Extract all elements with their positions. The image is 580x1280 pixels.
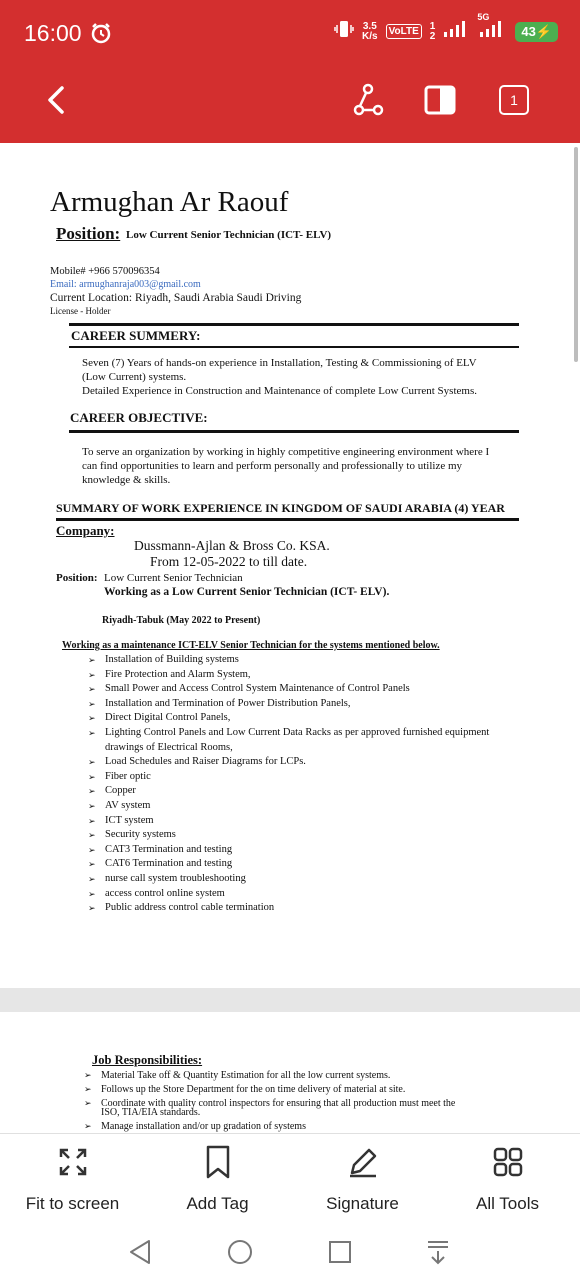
signal-icon bbox=[443, 20, 469, 43]
system-item-text: Direct Digital Control Panels, bbox=[105, 712, 231, 724]
all-tools-button[interactable] bbox=[435, 1142, 580, 1214]
job-responsibility-text: Manage installation and/or up gradation of systems bbox=[101, 1121, 306, 1132]
pen-icon bbox=[290, 1142, 435, 1182]
system-item-text: Copper bbox=[105, 785, 136, 797]
system-item-text: Security systems bbox=[105, 829, 176, 841]
signal-5g bbox=[477, 12, 507, 43]
fit-to-screen-button[interactable] bbox=[0, 1142, 145, 1214]
arrow-bullet-icon: ➢ bbox=[88, 830, 96, 841]
arrow-bullet-icon: ➢ bbox=[88, 684, 96, 695]
system-item-text: CAT6 Termination and testing bbox=[105, 858, 233, 870]
section-rule bbox=[69, 323, 519, 326]
page-count-button[interactable] bbox=[494, 80, 534, 120]
system-item-text: Fire Protection and Alarm System, bbox=[105, 668, 251, 680]
systems-heading: Working as a maintenance ICT-ELV Senior Technician for the systems mentioned below. bbox=[62, 640, 440, 651]
square-recents-icon bbox=[327, 1239, 353, 1265]
arrow-bullet-icon: ➢ bbox=[88, 844, 96, 855]
summary-line: (Low Current) systems. bbox=[82, 371, 187, 383]
current-location: Current Location: Riyadh, Saudi Arabia Saudi Driving bbox=[50, 292, 302, 304]
mobile-number: Mobile# +966 570096354 bbox=[50, 266, 160, 277]
arrow-bullet-icon: ➢ bbox=[88, 815, 96, 826]
signature-label: Signature bbox=[326, 1194, 399, 1213]
objective-line: can find opportunities to learn and perform personally and professionally to utilize my bbox=[82, 460, 463, 472]
back-arrow-icon bbox=[44, 85, 68, 115]
arrow-bullet-icon: ➢ bbox=[88, 859, 96, 870]
system-item-text: nurse call system troubleshooting bbox=[105, 873, 246, 884]
company-label: Company: bbox=[56, 523, 115, 538]
add-tag-button[interactable] bbox=[145, 1142, 290, 1214]
job-responsibility-text: Coordinate with quality control inspectors for ensuring that all production must meet the bbox=[101, 1098, 456, 1109]
email-link[interactable]: Email: armughanraja003@gmail.com bbox=[50, 279, 201, 290]
arrow-bullet-icon: ➢ bbox=[88, 903, 96, 914]
system-item-text: access control online system bbox=[105, 887, 225, 899]
fit-screen-icon bbox=[0, 1142, 145, 1182]
sim1-sub: 2 bbox=[429, 30, 436, 42]
pdf-document-view[interactable] bbox=[0, 143, 580, 1133]
volte-badge: VoLTE bbox=[386, 24, 422, 39]
arrow-bullet-icon: ➢ bbox=[84, 1070, 92, 1080]
nav-home-button[interactable] bbox=[222, 1234, 258, 1270]
system-item-text: Public address control cable termination bbox=[105, 902, 275, 914]
network-type: 5G bbox=[477, 12, 490, 22]
share-icon bbox=[351, 83, 385, 117]
system-item-text: AV system bbox=[105, 800, 151, 811]
system-item-text: drawings of Electrical Rooms, bbox=[105, 741, 233, 753]
all-tools-label: All Tools bbox=[476, 1194, 539, 1213]
sim1-index: 1 bbox=[429, 20, 436, 32]
net-speed-unit: K/s bbox=[362, 30, 378, 42]
nav-hide-button[interactable] bbox=[420, 1234, 456, 1270]
arrow-bullet-icon: ➢ bbox=[84, 1098, 92, 1108]
network-speed bbox=[362, 22, 378, 42]
job-responsibility-text: Follows up the Store Department for the on time delivery of material at site. bbox=[101, 1084, 406, 1095]
vibrate-icon bbox=[334, 20, 354, 43]
system-item-text: Fiber optic bbox=[105, 770, 151, 782]
working-as: Working as a Low Current Senior Technician (ICT- ELV). bbox=[104, 586, 390, 598]
license-status: License - Holder bbox=[50, 306, 111, 316]
location-period: Riyadh-Tabuk (May 2022 to Present) bbox=[102, 615, 261, 626]
system-item-text: CAT3 Termination and testing bbox=[105, 843, 233, 855]
circle-home-icon bbox=[226, 1238, 254, 1266]
page-separator bbox=[0, 988, 580, 1012]
arrow-bullet-icon: ➢ bbox=[88, 669, 96, 680]
system-item-text: Small Power and Access Control System Maintenance of Control Panels bbox=[105, 683, 410, 695]
triangle-back-icon bbox=[127, 1238, 153, 1266]
bottom-toolbar bbox=[0, 1133, 580, 1224]
charging-icon: ⚡ bbox=[535, 23, 552, 39]
career-objective-heading: CAREER OBJECTIVE: bbox=[70, 410, 208, 425]
nav-back-button[interactable] bbox=[122, 1234, 158, 1270]
arrow-bullet-icon: ➢ bbox=[88, 713, 96, 724]
arrow-bullet-icon: ➢ bbox=[84, 1084, 92, 1094]
work-summary-heading: SUMMARY OF WORK EXPERIENCE IN KINGDOM OF SAUDI ARABIA (4) YEAR bbox=[56, 501, 505, 515]
objective-line: knowledge & skills. bbox=[82, 474, 171, 486]
position-value: Low Current Senior Technician (ICT- ELV) bbox=[126, 229, 332, 241]
nav-recents-button[interactable] bbox=[322, 1234, 358, 1270]
sim-indicator bbox=[430, 22, 436, 42]
arrow-bullet-icon: ➢ bbox=[88, 655, 96, 665]
arrow-bullet-icon: ➢ bbox=[88, 888, 96, 899]
arrow-bullet-icon: ➢ bbox=[88, 771, 96, 782]
system-item-text: Lighting Control Panels and Low Current Data Racks as per approved furnished equipment bbox=[105, 727, 490, 738]
reading-mode-button[interactable] bbox=[420, 80, 460, 120]
section-rule bbox=[56, 518, 519, 521]
company-dates: From 12-05-2022 to till date. bbox=[150, 554, 308, 569]
grid-icon bbox=[435, 1142, 580, 1182]
battery-level: 43 bbox=[521, 23, 536, 39]
section-rule bbox=[69, 346, 519, 348]
arrow-bullet-icon: ➢ bbox=[88, 801, 96, 811]
alarm-clock-icon bbox=[90, 22, 112, 49]
app-bar bbox=[0, 0, 580, 143]
reading-mode-icon bbox=[424, 85, 456, 115]
arrow-bullet-icon: ➢ bbox=[88, 874, 96, 884]
back-button[interactable] bbox=[36, 80, 76, 120]
status-icons bbox=[334, 12, 558, 43]
battery-indicator bbox=[515, 22, 558, 42]
career-summary-heading: CAREER SUMMERY: bbox=[71, 328, 201, 343]
section-rule bbox=[69, 430, 519, 433]
system-item-text: ICT system bbox=[105, 814, 154, 826]
resume-name: Armughan Ar Raouf bbox=[50, 186, 289, 218]
system-nav-bar bbox=[0, 1224, 580, 1280]
add-tag-label: Add Tag bbox=[186, 1194, 249, 1213]
chevron-down-icon bbox=[425, 1238, 451, 1266]
net-speed-value: 3.5 bbox=[362, 20, 377, 32]
job-position-value: Low Current Senior Technician bbox=[104, 572, 243, 584]
arrow-bullet-icon: ➢ bbox=[88, 728, 96, 738]
summary-line: Seven (7) Years of hands-on experience in Installation, Testing & Commissioning of ELV bbox=[82, 357, 477, 369]
system-item-text: Installation of Building systems bbox=[105, 654, 239, 665]
objective-line: To serve an organization by working in highly competitive engineering environment where I bbox=[82, 446, 490, 458]
system-item-text: Installation and Termination of Power Distribution Panels, bbox=[105, 697, 351, 709]
page-count: 1 bbox=[499, 85, 529, 115]
job-position-label: Position: bbox=[56, 572, 98, 584]
summary-line: Detailed Experience in Construction and Maintenance of complete Low Current Systems. bbox=[82, 385, 477, 397]
arrow-bullet-icon: ➢ bbox=[84, 1121, 92, 1131]
job-responsibilities-heading: Job Responsibilities: bbox=[92, 1053, 203, 1067]
position-label: Position: bbox=[56, 224, 121, 243]
arrow-bullet-icon: ➢ bbox=[88, 698, 96, 709]
bookmark-icon bbox=[145, 1142, 290, 1182]
company-name: Dussmann-Ajlan & Bross Co. KSA. bbox=[134, 538, 330, 553]
arrow-bullet-icon: ➢ bbox=[88, 786, 96, 797]
scrollbar[interactable] bbox=[574, 147, 578, 362]
system-item-text: Load Schedules and Raiser Diagrams for LCPs. bbox=[105, 756, 306, 768]
job-responsibility-text: Material Take off & Quantity Estimation for all the low current systems. bbox=[101, 1070, 391, 1081]
share-button[interactable] bbox=[348, 80, 388, 120]
status-time: 16:00 bbox=[24, 20, 82, 46]
job-responsibility-text: ISO, TIA/EIA standards. bbox=[101, 1107, 201, 1118]
signature-button[interactable] bbox=[290, 1142, 435, 1214]
arrow-bullet-icon: ➢ bbox=[88, 757, 96, 768]
fit-to-screen-label: Fit to screen bbox=[25, 1194, 120, 1213]
